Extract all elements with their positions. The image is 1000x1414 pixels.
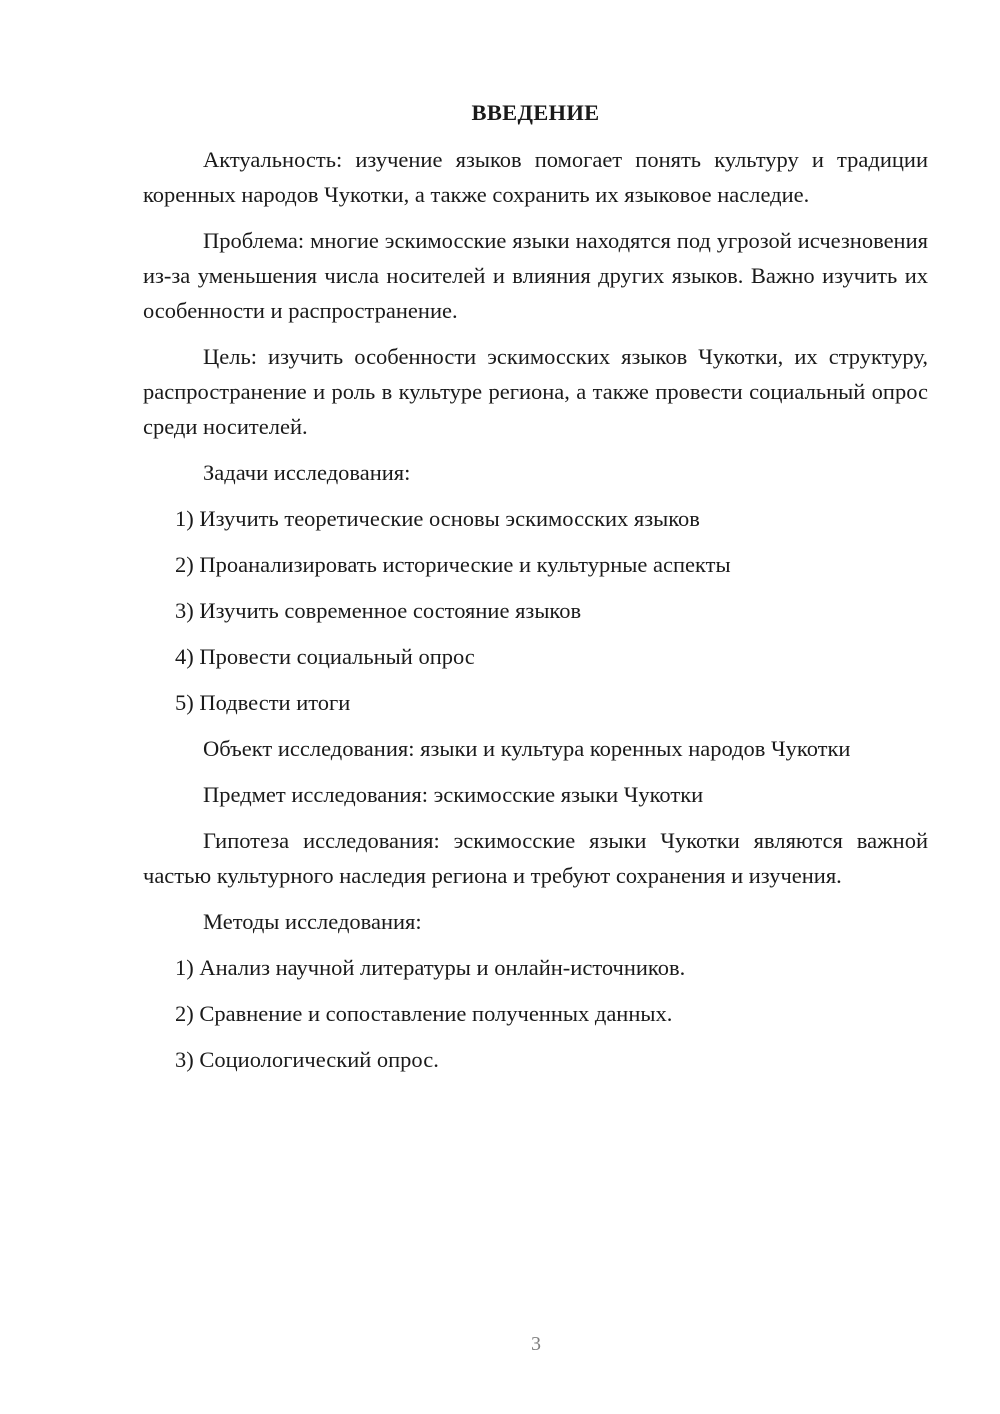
page-content [143,95,928,1088]
task-item-2: 2) Проанализировать исторические и культурные аспекты [175,552,731,577]
object-paragraph: Объект исследования: языки и культура коренных народов Чукотки [203,736,851,761]
tasks-list [143,501,928,720]
task-item-4: 4) Провести социальный опрос [175,644,475,669]
method-item-1: 1) Анализ научной литературы и онлайн-источников. [175,955,686,980]
relevance-paragraph: Актуальность: изучение языков помогает понять культуру и традиции коренных народов Чукотки, а также сохранить их языковое наследие. [143,147,928,207]
page-title: ВВЕДЕНИЕ [471,100,600,125]
subject-paragraph: Предмет исследования: эскимосские языки Чукотки [203,782,704,807]
task-item-3: 3) Изучить современное состояние языков [175,598,582,623]
task-item-5: 5) Подвести итоги [175,690,351,715]
method-item-2: 2) Сравнение и сопоставление полученных данных. [175,1001,673,1026]
hypothesis-paragraph: Гипотеза исследования: эскимосские языки Чукотки являются важной частью культурного наследия региона и требуют сохранения и изучения. [143,828,928,888]
methods-list [143,950,928,1077]
problem-paragraph: Проблема: многие эскимосские языки находятся под угрозой исчезновения из-за уменьшения числа носителей и влияния других языков. Важно изучить их особенности и распространение. [143,228,928,323]
task-item-1: 1) Изучить теоретические основы эскимосских языков [175,506,700,531]
page-number: 3 [531,1333,541,1355]
methods-heading: Методы исследования: [203,909,422,934]
tasks-heading: Задачи исследования: [203,460,411,485]
goal-paragraph: Цель: изучить особенности эскимосских языков Чукотки, их структуру, распространение и роль в культуре региона, а также провести социальный опрос среди носителей. [143,344,928,439]
method-item-3: 3) Социологический опрос. [175,1047,439,1072]
